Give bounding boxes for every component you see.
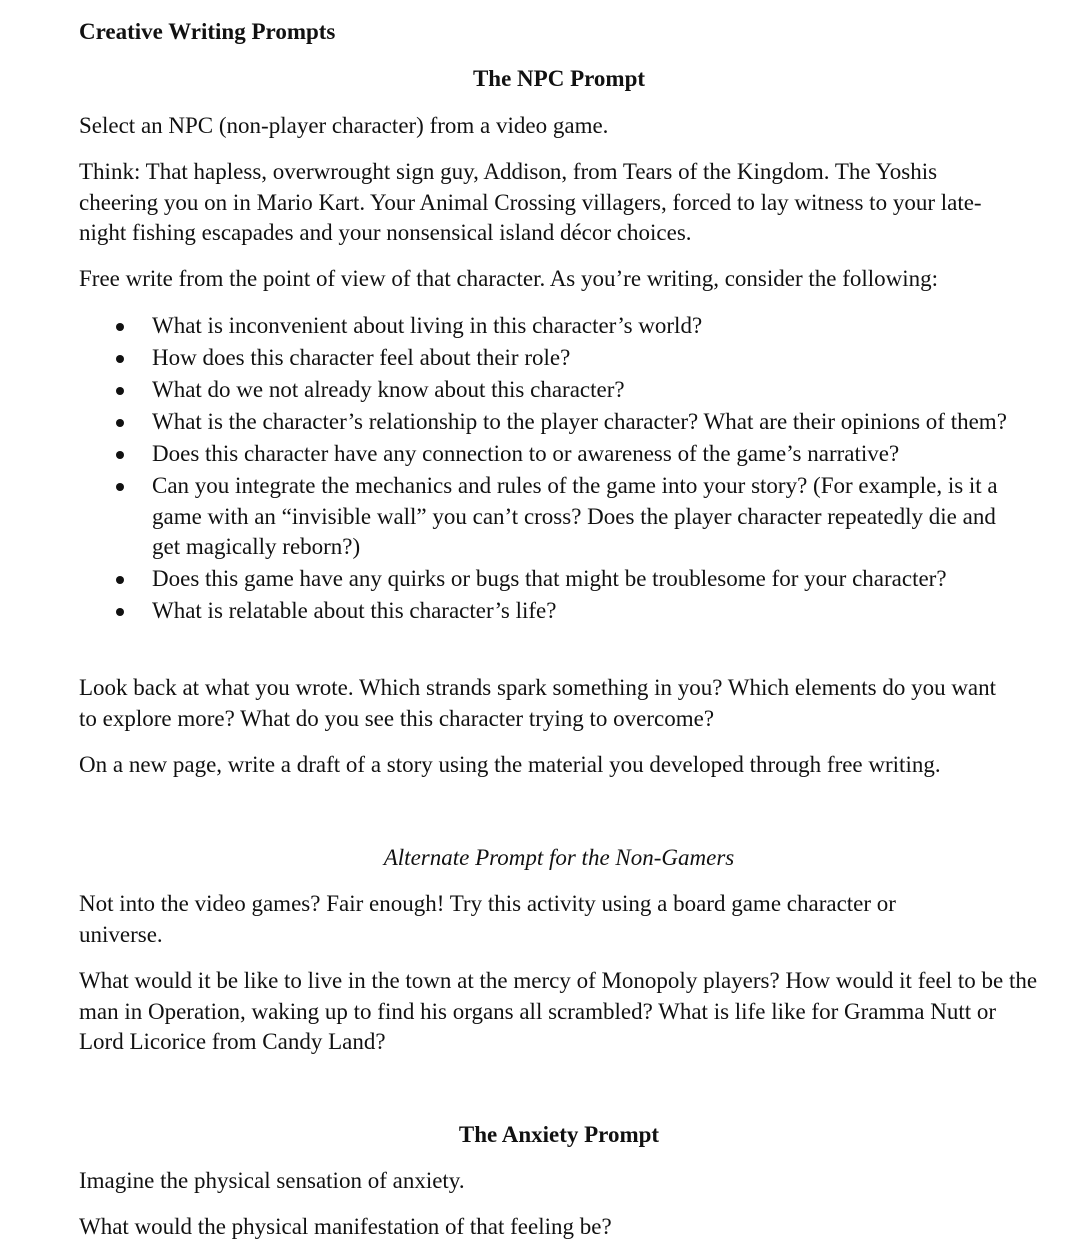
list-item: What do we not already know about this character? (79, 375, 1039, 406)
npc-freewrite-instruction: Free write from the point of view of that character. As you’re writing, consider the following: (79, 266, 939, 291)
list-item: What is relatable about this character’s life? (79, 596, 1039, 627)
list-item: Can you integrate the mechanics and rules of the game into your story? (For example, is it a game with an “invisible wall” you can’t cross? Does the player character repeatedly die and get magically reborn?) (79, 471, 1039, 563)
list-item: Does this game have any quirks or bugs that might be troublesome for your character? (79, 564, 1039, 595)
npc-lookback-paragraph: Look back at what you wrote. Which strands spark something in you? Which elements do you want to explore more? What do you see this character trying to overcome? (79, 675, 997, 731)
list-item: Does this character have any connection to or awareness of the game’s narrative? (79, 439, 1039, 470)
bullet-icon (116, 419, 124, 427)
npc-draft-instruction: On a new page, write a draft of a story using the material you developed through free writing. (79, 752, 941, 777)
anxiety-intro: Imagine the physical sensation of anxiety. (79, 1168, 465, 1193)
alternate-questions-paragraph: What would it be like to live in the town at the mercy of Monopoly players? How would it feel to be the man in Operation, waking up to find his organs all scrambled? What is life like for Gramma Nutt or Lord Licorice from Candy Land? (79, 968, 1038, 1054)
bullet-icon (116, 451, 124, 459)
document-title: Creative Writing Prompts (79, 19, 336, 44)
list-item: How does this character feel about their role? (79, 343, 1039, 374)
anxiety-prompt-heading: The Anxiety Prompt (458, 1122, 660, 1147)
list-item: What is the character’s relationship to the player character? What are their opinions of them? (79, 407, 1039, 438)
bullet-icon (116, 608, 124, 616)
bullet-icon (116, 387, 124, 395)
bullet-icon (116, 576, 124, 584)
npc-think-paragraph: Think: That hapless, overwrought sign guy, Addison, from Tears of the Kingdom. The Yoshis cheering you on in Mario Kart. Your Animal Crossing villagers, forced to lay witness to your late-night fishing escapades and your nonsensical island décor choices. (79, 159, 982, 245)
alternate-intro-paragraph: Not into the video games? Fair enough! Try this activity using a board game character or universe. (79, 891, 896, 947)
alternate-prompt-heading: Alternate Prompt for the Non-Gamers (383, 845, 735, 870)
bullet-icon (116, 323, 124, 331)
npc-considerations-list (79, 311, 1039, 628)
bullet-icon (116, 483, 124, 491)
anxiety-question: What would the physical manifestation of that feeling be? (79, 1214, 612, 1239)
bullet-icon (116, 355, 124, 363)
list-item: What is inconvenient about living in this character’s world? (79, 311, 1039, 342)
npc-prompt-heading: The NPC Prompt (472, 66, 646, 91)
npc-intro: Select an NPC (non-player character) from a video game. (79, 113, 609, 138)
